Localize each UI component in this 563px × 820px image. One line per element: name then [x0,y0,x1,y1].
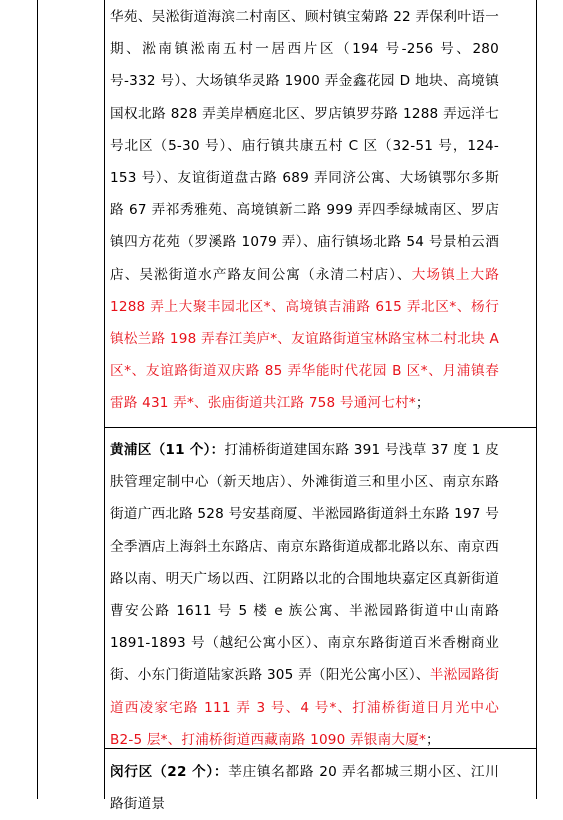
district-heading: 黄浦区（11 个）： [110,442,225,458]
block-1-red-text: 大场镇上大路 1288 弄上大聚丰园北区*、高境镇吉浦路 615 弄北区*、杨行镇松兰路 198 弄春江美庐*、友谊路街道宝林路宝林二村北块 A 区*、友谊路街道双庆路 85 弄华能时代花园 B 区*、月浦镇春雷路 431 弄*、张庙街道共江路 758 号通河七村* [110,266,499,412]
block-1-text [110,1,499,420]
block-1-black-text: 华苑、吴淞街道海滨二村南区、顾村镇宝菊路 22 弄保利叶语一期、淞南镇淞南五村一居西片区（194 号-256 号、280 号-332 号）、大场镇华灵路 1900 弄金鑫花园 D 地块、高境镇国权北路 828 弄美岸栖庭北区、罗店镇罗芬路 1288 弄远洋七号北区（5-30 号）、庙行镇共康五村 C 区（32-51 号，124-153 号）、友谊街道盘古路 689 弄同济公寓、大场镇鄂尔多斯路 67 弄祁秀雅苑、高境镇新二路 999 弄四季绿城南区、罗店镇四方花苑（罗溪路 1079 弄）、庙行镇场北路 54 号景柏云酒店、吴淞街道水产路友间公寓（永清二村店）、 [110,9,499,283]
block-3-black-text: 莘庄镇名都路 20 弄名都城三期小区、江川路街道景 [110,764,500,813]
block-2-end: ； [425,731,440,748]
block-2-black-text: 打浦桥街道建国东路 391 号浅草 37 度 1 皮肤管理定制中心（新天地店）、外滩街道三和里小区、南京东路街道广西北路 528 号安基商厦、半淞园路街道斜土东路 197 号全季酒店上海斜土东路店、南京东路街道成都北路以东、南京西路以南、明天广场以西、江阴路以北的合围地块嘉定区真新街道曹安公路 1611 号 5 楼 e 族公寓、半淞园路街道中山南路 1891-1893 号（越纪公寓小区）、南京东路街道百米香榭商业街、小东门街道陆家浜路 305 弄（阳光公寓小区）、 [110,442,499,684]
row-divider [104,427,537,428]
block-3-text [110,756,499,820]
block-2-text [110,434,499,756]
cell-block-1 [104,1,499,420]
cell-block-3 [104,756,499,820]
cell-block-2 [104,434,499,756]
district-heading: 闵行区（22 个）： [110,764,229,780]
block-2-red-text: 半淞园路街道西凌家宅路 111 弄 3 号、4 号*、打浦桥街道日月光中心 B2-5 层*、打浦桥街道西藏南路 1090 弄银南大厦* [110,667,499,748]
block-1-end: ； [415,395,430,412]
